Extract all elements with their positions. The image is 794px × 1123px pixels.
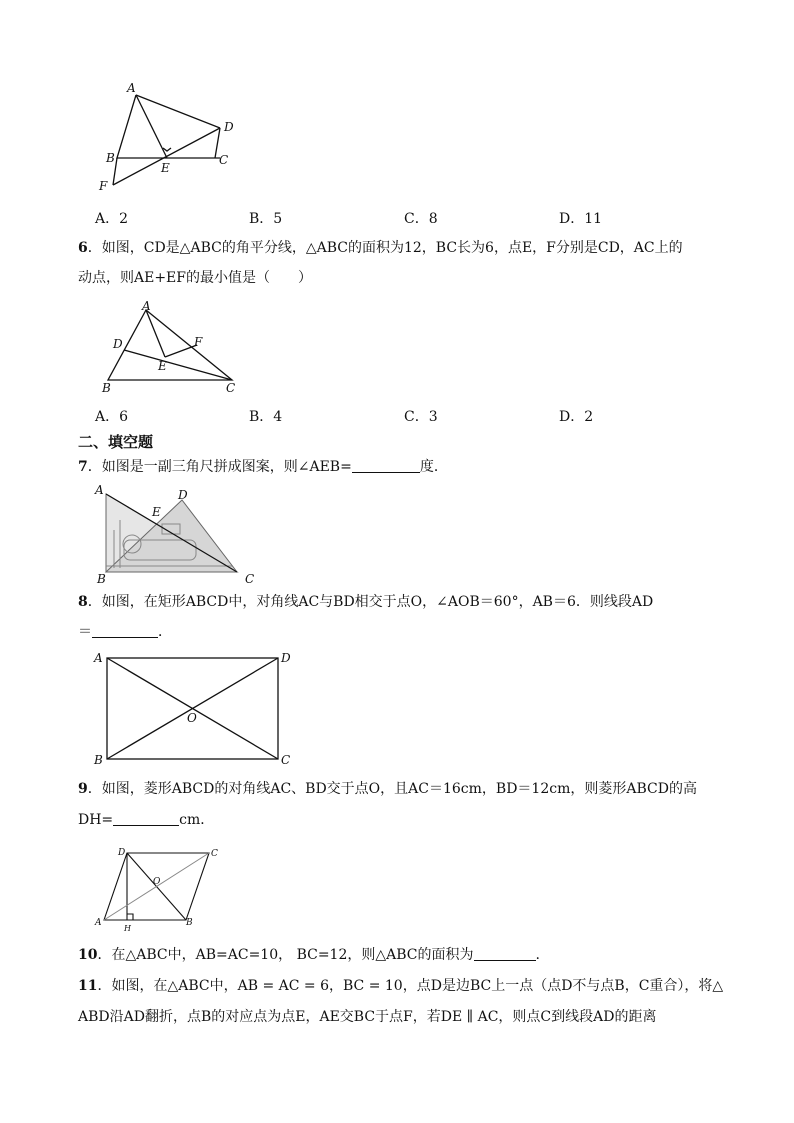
q5-label-f: F (99, 179, 108, 193)
q8-figure (90, 648, 300, 770)
q5-figure (95, 78, 255, 196)
q6-label-f: F (194, 335, 203, 349)
q5-option-b[interactable]: B．5 (249, 211, 283, 227)
q5-label-b: B (106, 151, 115, 165)
q10-question: 10．在△ABC中，AB=AC=10， BC=12，则△ABC的面积为 . (78, 947, 540, 963)
q9-figure (90, 843, 230, 933)
q6-label-a: A (142, 300, 151, 313)
q8-label-d: D (281, 651, 291, 665)
section-heading-fill-in: 二、填空题 (78, 433, 154, 451)
q8-question-line2: ＝ ． (78, 624, 172, 640)
q7-figure (92, 480, 262, 588)
q5-label-a: A (127, 81, 136, 95)
q6-question-line1: 6．如图，CD是△ABC的角平分线，△ABC的面积为12，BC长为6，点E，F分别是CD，AC上的 (78, 240, 683, 256)
q9-question-line1: 9．如图，菱形ABCD的对角线AC、BD交于点O，且AC＝16cm，BD＝12cm，则菱形ABCD的高 (78, 781, 697, 797)
q5-label-e: E (161, 161, 170, 175)
q6-option-d[interactable]: D．2 (559, 409, 594, 425)
q7-answer-blank[interactable] (352, 458, 420, 473)
q8-label-c: C (281, 753, 291, 767)
q5-label-c: C (219, 153, 229, 167)
q7-question: 7．如图是一副三角尺拼成图案，则∠AEB= 度． (78, 459, 448, 475)
q8-label-o: O (187, 711, 197, 725)
q6-label-e: E (158, 359, 167, 373)
q11-question-line2: ABD沿AD翻折，点B的对应点为点E，AE交BC于点F，若DE ∥ AC，则点C到线段AD的距离 (78, 1009, 657, 1025)
q9-question-line2: DH= cm． (78, 812, 215, 828)
q8-label-b: B (94, 753, 103, 767)
q8-label-a: A (94, 651, 103, 665)
q6-figure (100, 300, 250, 395)
q6-label-d: D (113, 337, 123, 351)
q6-question-line2: 动点，则AE+EF的最小值是（ ） (78, 270, 312, 286)
q7-label-d: D (178, 488, 188, 502)
q5-option-c[interactable]: C．8 (404, 211, 438, 227)
q6-option-c[interactable]: C．3 (404, 409, 438, 425)
q6-label-b: B (102, 381, 111, 395)
q5-option-a[interactable]: A．2 (95, 211, 129, 227)
q9-label-h: H (124, 924, 131, 933)
q7-label-a: A (95, 483, 104, 497)
q9-answer-blank[interactable] (113, 811, 179, 826)
q9-label-c: C (211, 849, 218, 859)
q11-question-line1: 11．如图，在△ABC中，AB = AC = 6，BC = 10，点D是边BC上一点（点D不与点B，C重合），将△ (78, 978, 724, 994)
q9-label-a: A (95, 918, 102, 928)
q8-question-line1: 8．如图，在矩形ABCD中，对角线AC与BD相交于点O，∠AOB＝60°，AB＝6．则线段AD (78, 594, 654, 610)
q5-label-d: D (224, 120, 234, 134)
q7-label-e: E (152, 505, 161, 519)
q7-label-b: B (97, 572, 106, 586)
q6-option-b[interactable]: B．4 (249, 409, 283, 425)
q8-answer-blank[interactable] (92, 623, 158, 638)
q9-label-o: O (153, 877, 161, 887)
q7-label-c: C (245, 572, 255, 586)
q6-option-a[interactable]: A．6 (95, 409, 129, 425)
q10-answer-blank[interactable] (474, 946, 536, 961)
q9-label-d: D (118, 848, 126, 858)
q6-label-c: C (226, 381, 236, 395)
q9-label-b: B (186, 918, 193, 928)
q5-option-d[interactable]: D．11 (559, 211, 603, 227)
